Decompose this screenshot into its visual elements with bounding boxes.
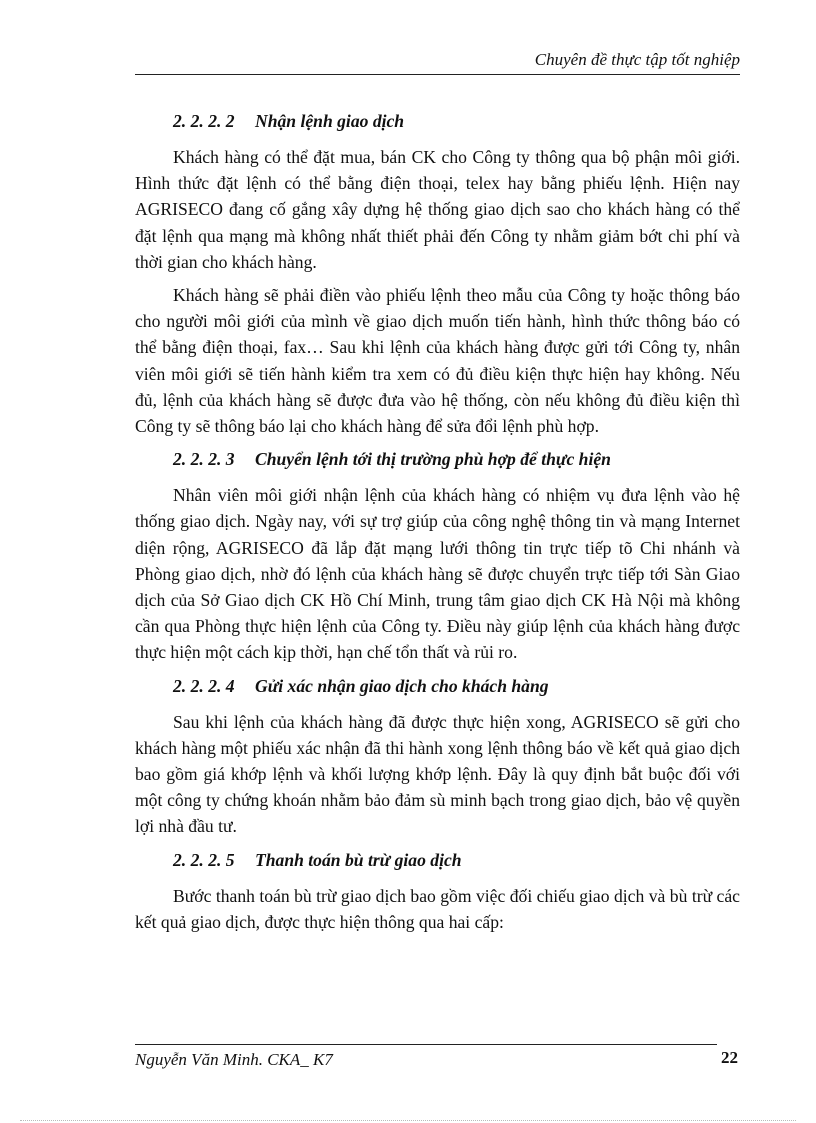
document-body xyxy=(135,108,740,942)
page-number: 22 xyxy=(721,1048,738,1067)
section-heading xyxy=(173,446,740,472)
running-header: Chuyên đề thực tập tốt nghiệp xyxy=(534,50,740,69)
section-title: Gửi xác nhận giao dịch cho khách hàng xyxy=(255,675,549,696)
section-title: Nhận lệnh giao dịch xyxy=(255,111,405,131)
section-heading xyxy=(173,847,740,873)
header-rule xyxy=(135,74,740,75)
section-number: 2. 2. 2. 4 xyxy=(173,675,235,696)
section-heading xyxy=(173,673,740,699)
paragraph: Sau khi lệnh của khách hàng đã được thực hiện xong, AGRISECO sẽ gửi cho khách hàng một phiếu xác nhận đã thi hành xong lệnh thông báo về kết quả giao dịch bao gồm giá khớp lệnh và khối lượng khớp lệnh. Đây là quy định bắt buộc đối với một công ty chứng khoán nhằm bảo đảm sù minh bạch trong giao dịch, bảo vệ quyền lợi nhà đầu tư. xyxy=(135,711,740,837)
paragraph: Khách hàng có thể đặt mua, bán CK cho Công ty thông qua bộ phận môi giới. Hình thức đặt lệnh có thể bằng điện thoại, telex hay bằng phiếu lệnh. Hiện nay AGRISECO đang cố gắng xây dựng hệ thống giao dịch sao cho khách hàng có thể đặt lệnh qua mạng mà không nhất thiết phải đến Công ty nhằm giảm bớt chi phí và thời gian cho khách hàng. xyxy=(135,147,740,272)
paragraph: Khách hàng sẽ phải điền vào phiếu lệnh theo mẫu của Công ty hoặc thông báo cho người môi giới của mình về giao dịch muốn tiến hành, hình thức thông báo có thể bằng điện thoại, fax… Sau khi lệnh của khách hàng được gửi tới Công ty, nhân viên môi giới sẽ tiến hành kiểm tra xem có đủ điều kiện thực hiện hay không. Nếu đủ, lệnh của khách hàng sẽ được đưa vào hệ thống, còn nếu không đủ điều kiện thì Công ty sẽ thông báo lại cho khách hàng để sửa đổi lệnh phù hợp. xyxy=(135,285,740,437)
section-title: Thanh toán bù trừ giao dịch xyxy=(255,849,462,870)
section-number: 2. 2. 2. 5 xyxy=(173,849,235,870)
footer-author: Nguyễn Văn Minh. CKA_ K7 xyxy=(135,1050,333,1069)
paragraph: Nhân viên môi giới nhận lệnh của khách hàng có nhiệm vụ đưa lệnh vào hệ thống giao dịch. Ngày nay, với sự trợ giúp của công nghệ thông tin và mạng Internet diện rộng, AGRISECO đã lắp đặt mạng lưới thông tin trực tiếp tõ Chi nhánh và Phòng giao dịch, nhờ đó lệnh của khách hàng sẽ được chuyển trực tiếp tới Sàn Giao dịch của Sở Giao dịch CK Hồ Chí Minh, trung tâm giao dịch CK Hà Nội mà không cần qua Phòng thực hiện lệnh của Công ty. Điều này giúp lệnh của khách hàng được thực hiện một cách kịp thời, hạn chế tổn thất và rủi ro. xyxy=(135,485,740,663)
footer-rule xyxy=(135,1044,717,1045)
paragraph: Bước thanh toán bù trừ giao dịch bao gồm việc đối chiếu giao dịch và bù trừ các kết quả giao dịch, được thực hiện thông qua hai cấp: xyxy=(135,885,740,932)
page-edge-divider xyxy=(20,1120,796,1121)
section-title: Chuyển lệnh tới thị trường phù hợp để thực hiện xyxy=(255,449,611,470)
section-number: 2. 2. 2. 2 xyxy=(173,111,235,131)
section-heading xyxy=(173,108,740,134)
section-number: 2. 2. 2. 3 xyxy=(173,449,235,470)
